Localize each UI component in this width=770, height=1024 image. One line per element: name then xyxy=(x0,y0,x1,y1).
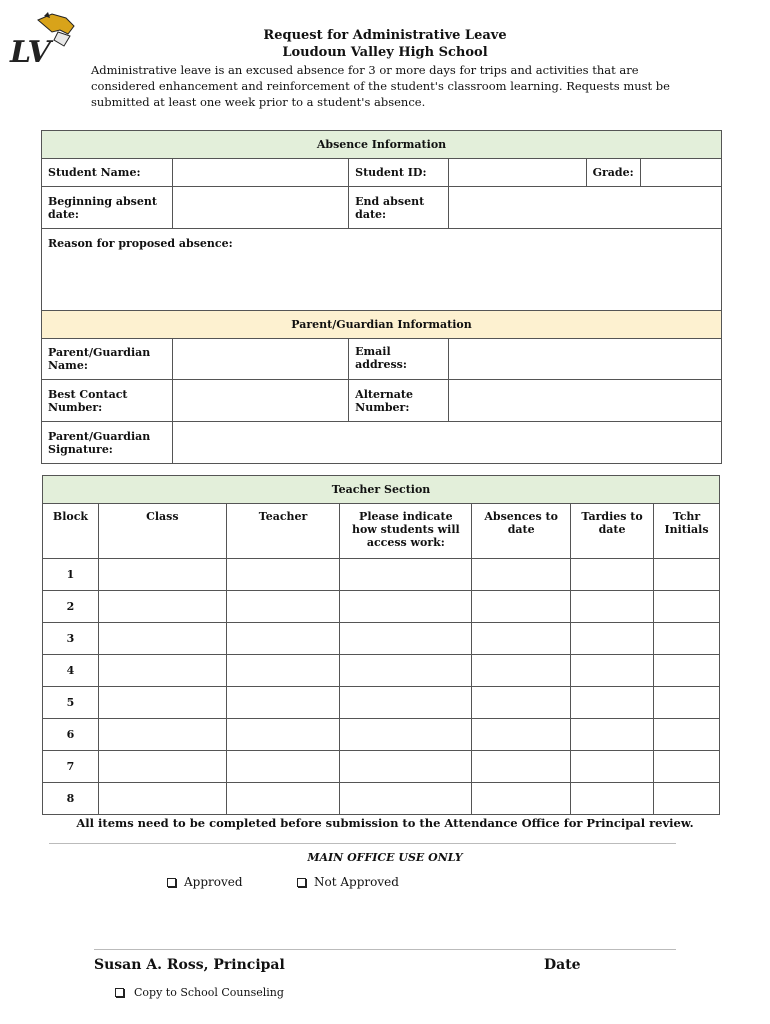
signature-line xyxy=(94,949,676,950)
reason-label: Reason for proposed absence: xyxy=(48,237,233,250)
student-id-label: Student ID: xyxy=(349,159,449,187)
date-label: Date xyxy=(544,957,581,973)
block-number: 1 xyxy=(43,559,99,591)
email-label: Email address: xyxy=(349,339,449,380)
class-cell[interactable] xyxy=(98,591,226,623)
absence-section-header: Absence Information xyxy=(42,131,722,159)
grade-label: Grade: xyxy=(586,159,640,187)
col-header-class: Class xyxy=(98,504,226,559)
form-title: Request for Administrative Leave xyxy=(263,28,507,43)
initials-cell[interactable] xyxy=(654,655,720,687)
grade-field[interactable] xyxy=(640,159,721,187)
tardies-cell[interactable] xyxy=(571,687,654,719)
absences-cell[interactable] xyxy=(472,623,571,655)
divider xyxy=(49,843,676,844)
teacher-cell[interactable] xyxy=(226,623,340,655)
copy-counseling-option[interactable] xyxy=(115,986,284,999)
table-row xyxy=(43,655,720,687)
student-name-label: Student Name: xyxy=(42,159,173,187)
email-field[interactable] xyxy=(448,339,721,380)
block-number: 6 xyxy=(43,719,99,751)
initials-cell[interactable] xyxy=(654,623,720,655)
signature-field[interactable] xyxy=(172,422,721,464)
absences-cell[interactable] xyxy=(472,655,571,687)
class-cell[interactable] xyxy=(98,783,226,815)
parent-name-field[interactable] xyxy=(172,339,348,380)
absences-cell[interactable] xyxy=(472,591,571,623)
access-work-cell[interactable] xyxy=(340,751,472,783)
access-work-cell[interactable] xyxy=(340,687,472,719)
school-name: Loudoun Valley High School xyxy=(282,45,488,60)
student-name-field[interactable] xyxy=(172,159,348,187)
end-date-label: End absent date: xyxy=(349,187,449,229)
block-number: 4 xyxy=(43,655,99,687)
class-cell[interactable] xyxy=(98,719,226,751)
teacher-cell[interactable] xyxy=(226,783,340,815)
teacher-cell[interactable] xyxy=(226,559,340,591)
not-approved-option[interactable] xyxy=(297,875,399,889)
end-date-field[interactable] xyxy=(448,187,721,229)
teacher-table xyxy=(42,475,720,815)
table-row xyxy=(43,559,720,591)
block-number: 2 xyxy=(43,591,99,623)
absence-table xyxy=(41,130,722,464)
checkbox-icon[interactable] xyxy=(297,878,306,887)
block-number: 5 xyxy=(43,687,99,719)
table-row xyxy=(43,719,720,751)
tardies-cell[interactable] xyxy=(571,591,654,623)
block-number: 7 xyxy=(43,751,99,783)
signature-label: Parent/Guardian Signature: xyxy=(42,422,173,464)
table-row xyxy=(43,751,720,783)
tardies-cell[interactable] xyxy=(571,655,654,687)
logo-lettering: LV xyxy=(10,35,51,68)
initials-cell[interactable] xyxy=(654,783,720,815)
absences-cell[interactable] xyxy=(472,719,571,751)
contact-number-field[interactable] xyxy=(172,380,348,422)
approved-option[interactable] xyxy=(167,875,243,889)
initials-cell[interactable] xyxy=(654,687,720,719)
initials-cell[interactable] xyxy=(654,719,720,751)
copy-counseling-label: Copy to School Counseling xyxy=(134,986,284,999)
teacher-cell[interactable] xyxy=(226,687,340,719)
not-approved-label: Not Approved xyxy=(314,875,399,889)
tardies-cell[interactable] xyxy=(571,783,654,815)
begin-date-field[interactable] xyxy=(172,187,348,229)
access-work-cell[interactable] xyxy=(340,655,472,687)
completion-note: All items need to be completed before submission to the Attendance Office for Principal review. xyxy=(76,816,694,830)
col-header-absences: Absences to date xyxy=(472,504,571,559)
col-header-teacher: Teacher xyxy=(226,504,340,559)
tardies-cell[interactable] xyxy=(571,751,654,783)
checkbox-icon[interactable] xyxy=(115,988,124,997)
block-number: 8 xyxy=(43,783,99,815)
reason-field[interactable] xyxy=(42,229,722,311)
col-header-tardies: Tardies to date xyxy=(571,504,654,559)
teacher-cell[interactable] xyxy=(226,591,340,623)
absences-cell[interactable] xyxy=(472,559,571,591)
teacher-cell[interactable] xyxy=(226,719,340,751)
absences-cell[interactable] xyxy=(472,783,571,815)
begin-date-label: Beginning absent date: xyxy=(42,187,173,229)
tardies-cell[interactable] xyxy=(571,623,654,655)
parent-section-header: Parent/Guardian Information xyxy=(42,311,722,339)
access-work-cell[interactable] xyxy=(340,623,472,655)
access-work-cell[interactable] xyxy=(340,719,472,751)
absences-cell[interactable] xyxy=(472,751,571,783)
table-row xyxy=(43,591,720,623)
tardies-cell[interactable] xyxy=(571,719,654,751)
office-use-label: MAIN OFFICE USE ONLY xyxy=(307,851,463,864)
access-work-cell[interactable] xyxy=(340,559,472,591)
student-id-field[interactable] xyxy=(448,159,586,187)
approved-label: Approved xyxy=(184,875,243,889)
class-cell[interactable] xyxy=(98,751,226,783)
contact-number-label: Best Contact Number: xyxy=(42,380,173,422)
initials-cell[interactable] xyxy=(654,751,720,783)
parent-name-label: Parent/Guardian Name: xyxy=(42,339,173,380)
checkbox-icon[interactable] xyxy=(167,878,176,887)
col-header-initials: Tchr Initials xyxy=(654,504,720,559)
class-cell[interactable] xyxy=(98,623,226,655)
intro-text: Administrative leave is an excused absence for 3 or more days for trips and activities that are considered enhancement and reinforcement of the student's classroom learning. Requests must be submitted at least one week prior to a student's absence. xyxy=(91,63,670,109)
class-cell[interactable] xyxy=(98,559,226,591)
teacher-section-header: Teacher Section xyxy=(43,476,720,504)
teacher-cell[interactable] xyxy=(226,751,340,783)
access-work-cell[interactable] xyxy=(340,783,472,815)
initials-cell[interactable] xyxy=(654,559,720,591)
teacher-cell[interactable] xyxy=(226,655,340,687)
alternate-number-field[interactable] xyxy=(448,380,721,422)
block-number: 3 xyxy=(43,623,99,655)
table-row xyxy=(43,623,720,655)
class-cell[interactable] xyxy=(98,687,226,719)
absences-cell[interactable] xyxy=(472,687,571,719)
class-cell[interactable] xyxy=(98,655,226,687)
col-header-access-work: Please indicate how students will access work: xyxy=(340,504,472,559)
initials-cell[interactable] xyxy=(654,591,720,623)
access-work-cell[interactable] xyxy=(340,591,472,623)
table-row xyxy=(43,783,720,815)
principal-signature-label: Susan A. Ross, Principal xyxy=(94,957,285,973)
col-header-block: Block xyxy=(43,504,99,559)
table-row xyxy=(43,687,720,719)
alternate-number-label: Alternate Number: xyxy=(349,380,449,422)
tardies-cell[interactable] xyxy=(571,559,654,591)
